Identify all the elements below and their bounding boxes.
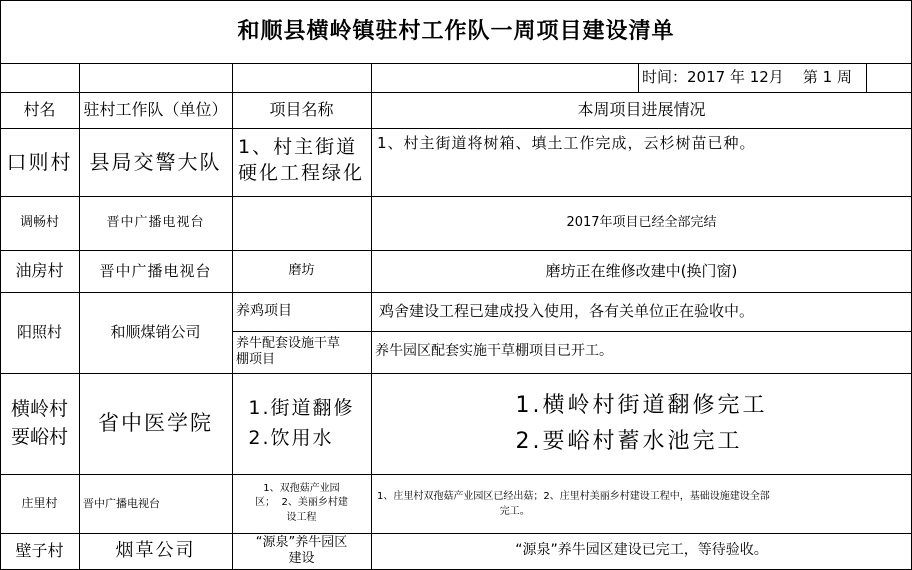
progress-text: 磨坊正在维修改建中(换门窗) <box>545 261 738 280</box>
table-row-project <box>232 373 371 474</box>
table-row-progress <box>371 250 912 292</box>
project-text: 养鸡项目 <box>236 302 292 319</box>
table-row-project <box>232 250 371 292</box>
table-row-village <box>0 474 79 533</box>
project-line: 区； 2、美丽乡村建 <box>255 497 348 509</box>
progress-text: “源泉”养牛园区建设已完工，等待验收。 <box>515 542 768 559</box>
time-line <box>638 63 878 92</box>
project-line: 养牛配套设施干草 <box>236 335 341 351</box>
village-name: 庄里村 <box>21 496 58 510</box>
table-row-progress <box>371 373 912 474</box>
header-project <box>232 92 371 128</box>
progress-text: 2017年项目已经全部完结 <box>566 214 717 230</box>
table-row-village <box>0 128 79 196</box>
progress-line: 1、庄里村双孢菇产业园区已经出菇；2、庄里村美丽乡村建设工程中，基础设施建设全部 <box>377 490 770 502</box>
table-row-team <box>79 128 232 196</box>
table-row-progress <box>371 474 912 533</box>
title-text: 和顺县横岭镇驻村工作队一周项目建设清单 <box>237 18 675 44</box>
header-village <box>0 92 79 128</box>
table-row-project <box>232 331 371 373</box>
project-line: 硬化工程绿化 <box>238 161 365 184</box>
team-name: 晋中广播电视台 <box>83 496 160 510</box>
header-progress-label: 本周项目进展情况 <box>577 100 706 119</box>
project-text: 磨坊 <box>288 262 315 278</box>
progress-text: 1、村主街道将树箱、填土工作完成，云杉树苗已种。 <box>377 134 756 152</box>
header-progress <box>371 92 912 128</box>
progress-text: 养牛园区配套实施干草棚项目已开工。 <box>375 343 613 360</box>
team-name: 晋中广播电视台 <box>106 214 205 230</box>
team-name: 和顺煤销公司 <box>110 323 201 342</box>
team-name: 县局交警大队 <box>89 149 222 174</box>
table-row-project <box>232 474 371 533</box>
project-line: “源泉”养牛园区 <box>255 535 348 551</box>
header-village-label: 村名 <box>23 100 56 119</box>
village-name: 壁子村 <box>15 541 64 560</box>
table-row-project <box>232 196 371 250</box>
progress-line: 1.横岭村街道翻修完工 <box>515 393 768 418</box>
progress-text: 鸡舍建设工程已建成投入使用，各有关单位正在验收中。 <box>379 302 755 321</box>
table-row-village <box>0 533 79 569</box>
header-project-label: 项目名称 <box>269 100 334 119</box>
progress-line: 2.要峪村蓄水池完工 <box>515 428 743 454</box>
village-name: 调畅村 <box>19 214 59 230</box>
team-name: 晋中广播电视台 <box>99 261 212 280</box>
team-name: 烟草公司 <box>115 539 196 561</box>
village-name: 横岭村 <box>10 397 68 420</box>
project-line: 2.饮用水 <box>248 426 334 449</box>
project-line: 建设 <box>288 551 315 566</box>
table-row-village <box>0 292 79 373</box>
project-line: 设工程 <box>286 511 317 523</box>
table-row-project <box>232 128 371 196</box>
table-row-progress <box>371 533 912 569</box>
table-row-team <box>79 196 232 250</box>
project-line: 棚项目 <box>236 352 276 367</box>
table-row-team <box>79 250 232 292</box>
village-name: 油房村 <box>15 261 64 280</box>
table-row-progress <box>371 292 912 331</box>
village-name: 阳照村 <box>16 323 62 342</box>
team-name: 省中医学院 <box>98 411 213 436</box>
table-row-project <box>232 533 371 569</box>
project-line: 1、村主街道 <box>238 136 358 158</box>
table-row-progress <box>371 196 912 250</box>
table-row-team <box>79 533 232 569</box>
header-team-label: 驻村工作队（单位） <box>83 100 228 119</box>
progress-line: 完工。 <box>499 505 530 517</box>
table-row-project <box>232 292 371 331</box>
project-line: 1、双孢菇产业园 <box>263 482 340 494</box>
table-row-village <box>0 373 79 474</box>
table-row-village <box>0 250 79 292</box>
village-name: 口则村 <box>6 149 73 174</box>
table-row-progress <box>371 128 912 196</box>
table-row-team <box>79 292 232 373</box>
table-row-team <box>79 373 232 474</box>
page-title <box>0 0 912 63</box>
project-line: 1.街道翻修 <box>248 396 355 419</box>
header-team <box>79 92 232 128</box>
table-row-progress <box>371 331 912 373</box>
table-row-village <box>0 196 79 250</box>
village-name: 要峪村 <box>10 425 68 448</box>
table-row-team <box>79 474 232 533</box>
time-text: 时间：2017 年 12月 第 1 周 <box>642 68 852 87</box>
